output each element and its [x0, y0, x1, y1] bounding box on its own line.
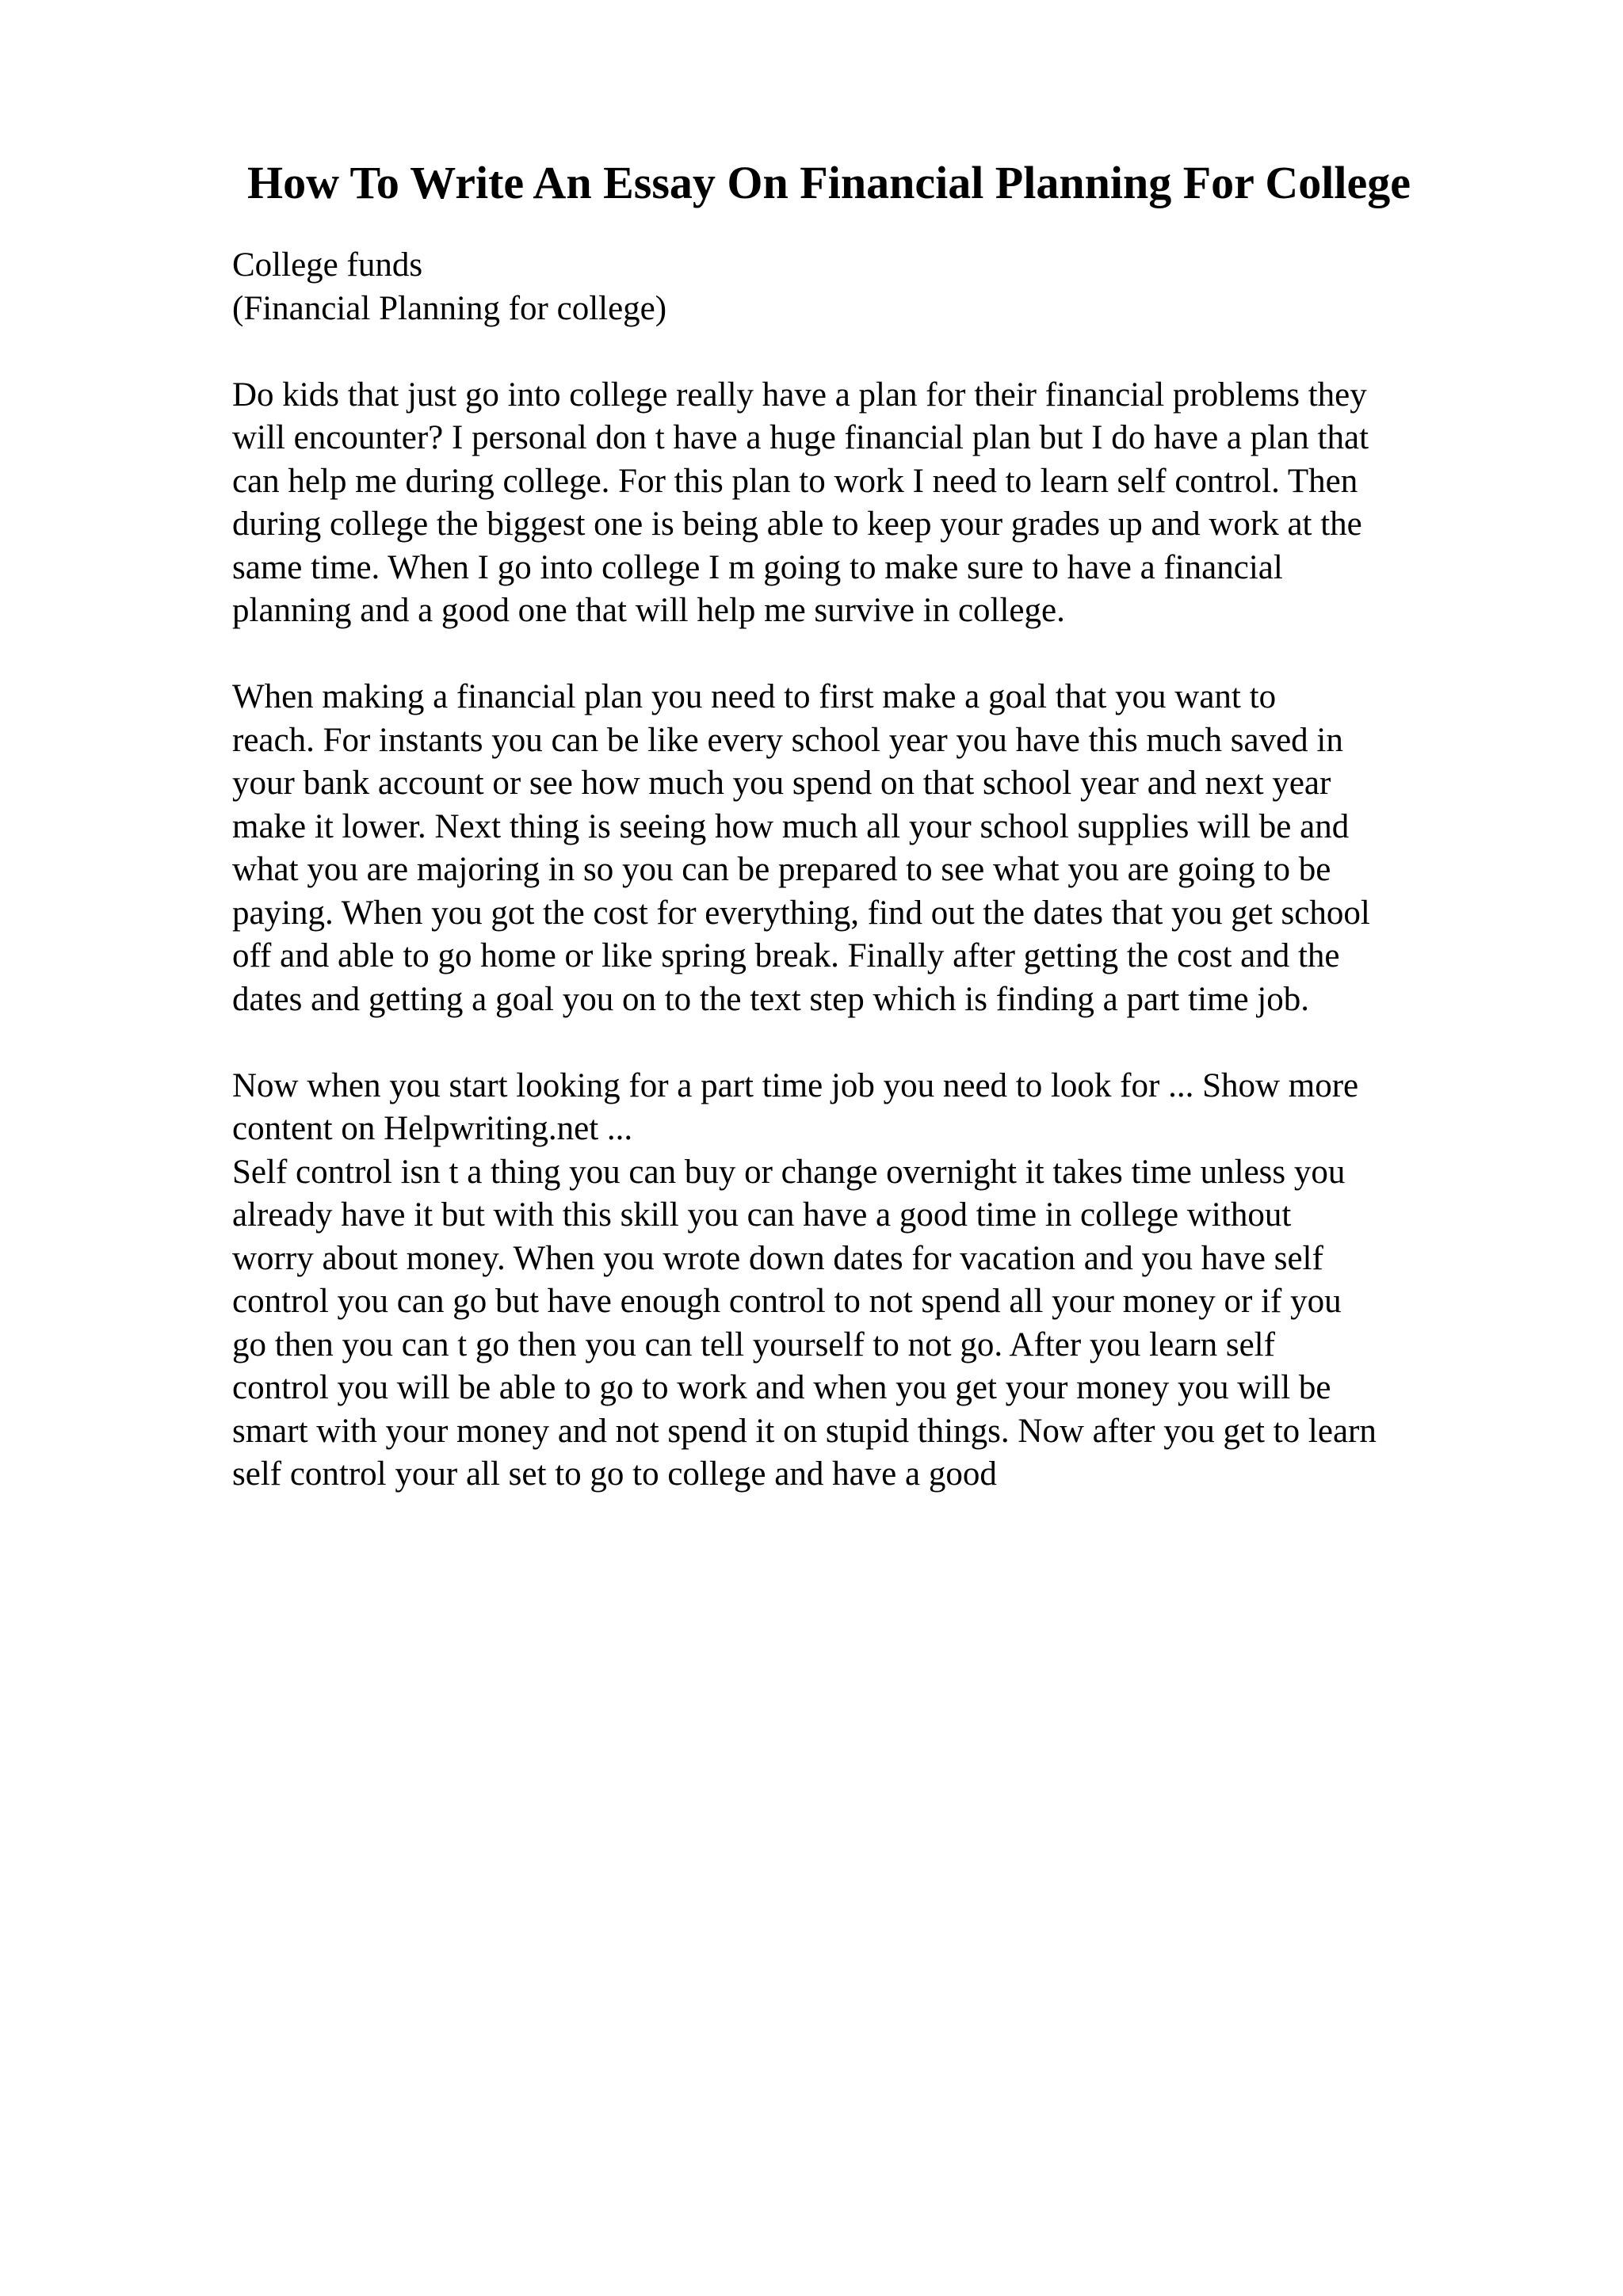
text-line: your bank account or see how much you spend on that school year and next year [232, 765, 1331, 802]
text-line: go then you can t go then you can tell yourself to not go. After you learn self [232, 1325, 1275, 1363]
document-body [232, 244, 1516, 1497]
text-line: control you will be able to go to work and when you get your money you will be [232, 1369, 1331, 1406]
paragraph-3 [232, 1065, 1516, 1497]
paragraph-spacer [232, 330, 1516, 374]
text-line: self control your all set to go to college and have a good [232, 1455, 997, 1493]
text-line: off and able to go home or like spring break. Finally after getting the cost and the [232, 937, 1340, 974]
text-line: smart with your money and not spend it on stupid things. Now after you get to learn [232, 1412, 1377, 1450]
text-line: dates and getting a goal you on to the text step which is finding a part time job. [232, 980, 1309, 1018]
paragraph-2 [232, 676, 1516, 1021]
text-line: control you can go but have enough control to not spend all your money or if you [232, 1283, 1342, 1320]
text-line: When making a financial plan you need to first make a goal that you want to [232, 678, 1277, 715]
text-line: can help me during college. For this plan to work I need to learn self control. Then [232, 462, 1358, 500]
text-line: Self control isn t a thing you can buy or change overnight it takes time unless you [232, 1153, 1346, 1191]
text-line: Do kids that just go into college really have a plan for their financial problems they [232, 376, 1367, 414]
heading-line: College funds [232, 246, 423, 284]
paragraph-1 [232, 374, 1516, 633]
text-line: same time. When I go into college I m going to make sure to have a financial [232, 548, 1283, 586]
paragraph-spacer [232, 1021, 1516, 1065]
text-line: will encounter? I personal don t have a huge financial plan but I do have a plan that [232, 419, 1369, 456]
text-line: what you are majoring in so you can be prepared to see what you are going to be [232, 851, 1331, 888]
document-title: How To Write An Essay On Financial Planning For College [247, 157, 1411, 208]
text-line: reach. For instants you can be like every school year you have this much saved in [232, 721, 1343, 759]
heading-block [232, 244, 1516, 330]
text-line: paying. When you got the cost for everything, find out the dates that you get school [232, 894, 1370, 932]
heading-line: (Financial Planning for college) [232, 289, 667, 327]
text-line: make it lower. Next thing is seeing how much all your school supplies will be and [232, 807, 1350, 845]
text-line: content on Helpwriting.net ... [232, 1110, 633, 1147]
text-line: Now when you start looking for a part time job you need to look for ... Show more [232, 1066, 1359, 1104]
text-line: during college the biggest one is being able to keep your grades up and work at the [232, 505, 1362, 543]
text-line: planning and a good one that will help me survive in college. [232, 592, 1065, 629]
text-line: already have it but with this skill you can have a good time in college without [232, 1196, 1292, 1234]
text-line: worry about money. When you wrote down dates for vacation and you have self [232, 1239, 1323, 1277]
paragraph-spacer [232, 633, 1516, 677]
